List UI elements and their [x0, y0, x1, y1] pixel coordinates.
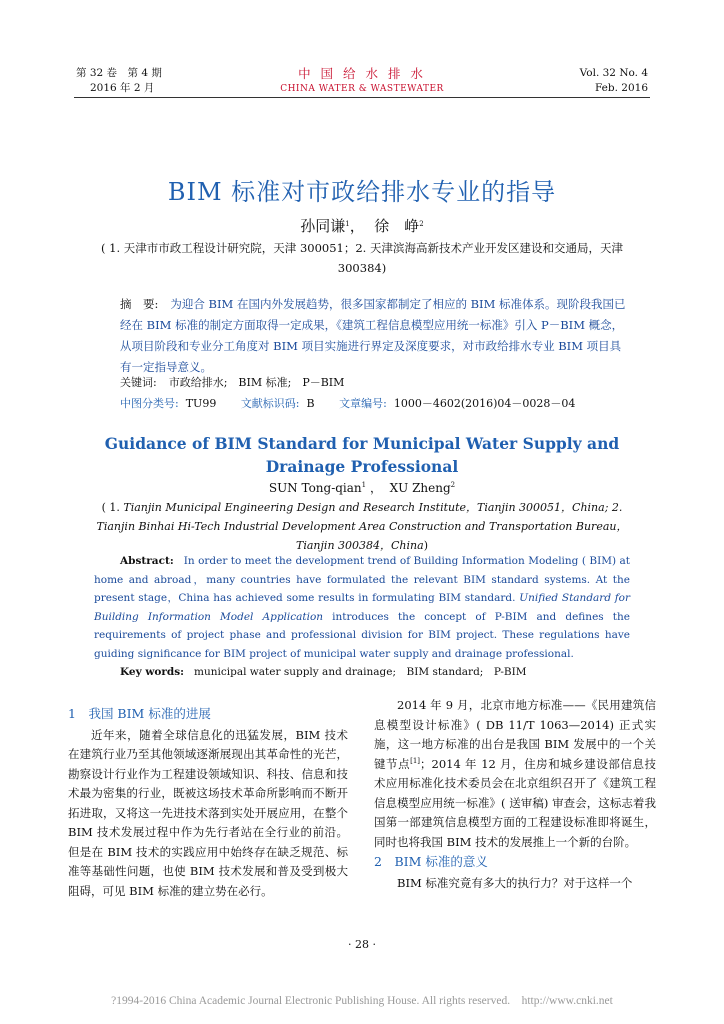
journal-name-en: CHINA WATER & WASTEWATER: [280, 84, 444, 94]
article-number-value: 1000－4602(2016)04－0028－04: [393, 397, 576, 410]
classification-line: [120, 395, 640, 411]
abstract-text-en-italic: Unified Standard for Building Information Model Application: [94, 592, 631, 623]
journal-name-cn: 中 国 给 水 排 水: [298, 66, 426, 81]
abstract-label-cn: 摘 要:: [120, 297, 159, 311]
paper-title-cn: BIM 标准对市政给排水专业的指导: [167, 178, 557, 206]
volume-issue-cn: 第 32 卷 第 4 期: [76, 67, 162, 79]
affiliation-en: [95, 498, 629, 555]
author-2-cn: 徐 峥: [374, 217, 420, 235]
author-separator: ，: [349, 217, 365, 235]
body-right-column: [374, 696, 656, 893]
abstract-en: [94, 552, 630, 663]
paper-title-en: Guidance of BIM Standard for Municipal Water Supply and Drainage Professional: [104, 434, 620, 476]
abstract-text-en-1: In order to meet the development trend of Building Information Modeling ( BIM) at home and abroad，many countries have formulated the relevant BIM standard systems. At the present stage，China has achieved some results in formulating BIM standard.: [94, 555, 630, 604]
clc-label: 中图分类号:: [120, 397, 179, 410]
keywords-label-en: Key words:: [120, 666, 185, 678]
date-cn: 2016 年 2 月: [90, 82, 155, 94]
keywords-cn: [120, 374, 630, 390]
author-2-en-sup: 2: [450, 481, 456, 489]
author-1-cn: 孙同谦: [300, 217, 346, 235]
authors-en: [60, 479, 664, 496]
author-2-en: XU Zheng: [389, 481, 451, 495]
abstract-text-en-2: introduces the concept of P-BIM and defines the requirements of project phase and professional division for BIM project. These regulations have guiding significance for BIM project of municipal water supply and drainage professional.: [94, 610, 630, 660]
section-1-paragraph: 近年来，随着全球信息化的迅猛发展，BIM 技术在建筑行业乃至其他领域逐渐展现出其革命性的光芒，勘察设计行业作为工程建设领域知识、科技、信息和技术最为密集的行业，既被这场技术革命所影响而不断开拓进取，又将这一先进技术落到实处开展应用，在整个 BIM 技术发展过程中作为先行者站在全行业的前沿。但是在 BIM 技术的实践应用中始终存在缺乏规范、标准等基础性问题，也使 BIM 技术发展和普及受到极大阻碍，可见 BIM 标准的建立势在必行。: [68, 727, 348, 898]
keywords-text-cn: 市政给排水; BIM 标准; P－BIM: [168, 376, 345, 389]
keywords-label-cn: 关键词:: [120, 376, 157, 389]
keywords-text-en: municipal water supply and drainage; BIM standard; P-BIM: [194, 666, 527, 678]
keywords-en: [120, 664, 640, 679]
affiliation-en-close: ): [423, 539, 428, 552]
citation-1: [1]: [410, 756, 421, 765]
author-separator-en: ，: [369, 481, 382, 495]
section-1-heading: 1 我国 BIM 标准的进展: [68, 706, 211, 721]
copyright-footer: ?1994-2016 China Academic Journal Electronic Publishing House. All rights reserved. http://www.cnki.net: [111, 995, 613, 1007]
abstract-label-en: Abstract:: [120, 555, 174, 567]
running-header-right: [508, 66, 648, 96]
author-1-sup: 1: [345, 220, 350, 228]
journal-name: [262, 64, 462, 94]
running-header-left: [76, 66, 216, 96]
clc-value: TU99: [185, 397, 217, 410]
abstract-cn: [120, 294, 630, 378]
author-1-en-sup: 1: [361, 481, 367, 489]
author-1-en: SUN Tong-qian: [268, 481, 362, 495]
right-paragraph-a: 2014 年 9 月，北京市地方标准——《民用建筑信息模型设计标准》( DB 11/T 1063—2014) 正式实施，这一地方标准的出台是我国 BIM 发展中的一个关键节点: [374, 698, 656, 771]
page-number: · 28 ·: [348, 938, 376, 951]
right-paragraph: [374, 696, 656, 852]
author-2-sup: 2: [419, 220, 424, 228]
authors-cn: [60, 215, 664, 236]
doc-code-label: 文献标识码:: [240, 397, 300, 410]
affiliation-cn: ( 1. 天津市市政工程设计研究院，天津 300051；2. 天津滨海高新技术产业开发区建设和交通局，天津 300384): [101, 241, 623, 275]
affiliation-en-text: Tianjin Municipal Engineering Design and Research Institute，Tianjin 300051，China; 2. Tianjin Binhai Hi-Tech Industrial Development Area Construction and Transportation Bureau，Tianjin 300384，China: [96, 501, 628, 552]
body-left-column: [68, 704, 348, 901]
article-number-label: 文章编号:: [339, 397, 387, 410]
section-2-heading: 2 BIM 标准的意义: [374, 854, 488, 869]
volume-issue-en: Vol. 32 No. 4: [579, 67, 648, 79]
affiliation-en-open: ( 1.: [101, 501, 124, 514]
header-divider: [74, 97, 650, 98]
right-paragraph-b: ；2014 年 12 月，住房和城乡建设部信息技术应用标准化技术委员会在北京组织召开了《建筑工程信息模型应用统一标准》( 送审稿) 审查会，这标志着我国第一部建筑信息模型方面的工程建设标准即将诞生，同时也将我国 BIM 技术的发展推上一个新的台阶。: [374, 756, 657, 849]
date-en: Feb. 2016: [594, 82, 648, 94]
doc-code-value: B: [306, 397, 315, 410]
abstract-text-cn: 为迎合 BIM 在国内外发展趋势，很多国家都制定了相应的 BIM 标准体系。现阶段我国已经在 BIM 标准的制定方面取得一定成果，《建筑工程信息模型应用统一标准》引入 P－BIM 概念，从项目阶段和专业分工角度对 BIM 项目实施进行界定及深度要求，对市政给排水专业 BIM 项目具有一定指导意义。: [120, 297, 626, 374]
section-2-paragraph: BIM 标准究竟有多大的执行力？对于这样一个: [397, 875, 633, 890]
